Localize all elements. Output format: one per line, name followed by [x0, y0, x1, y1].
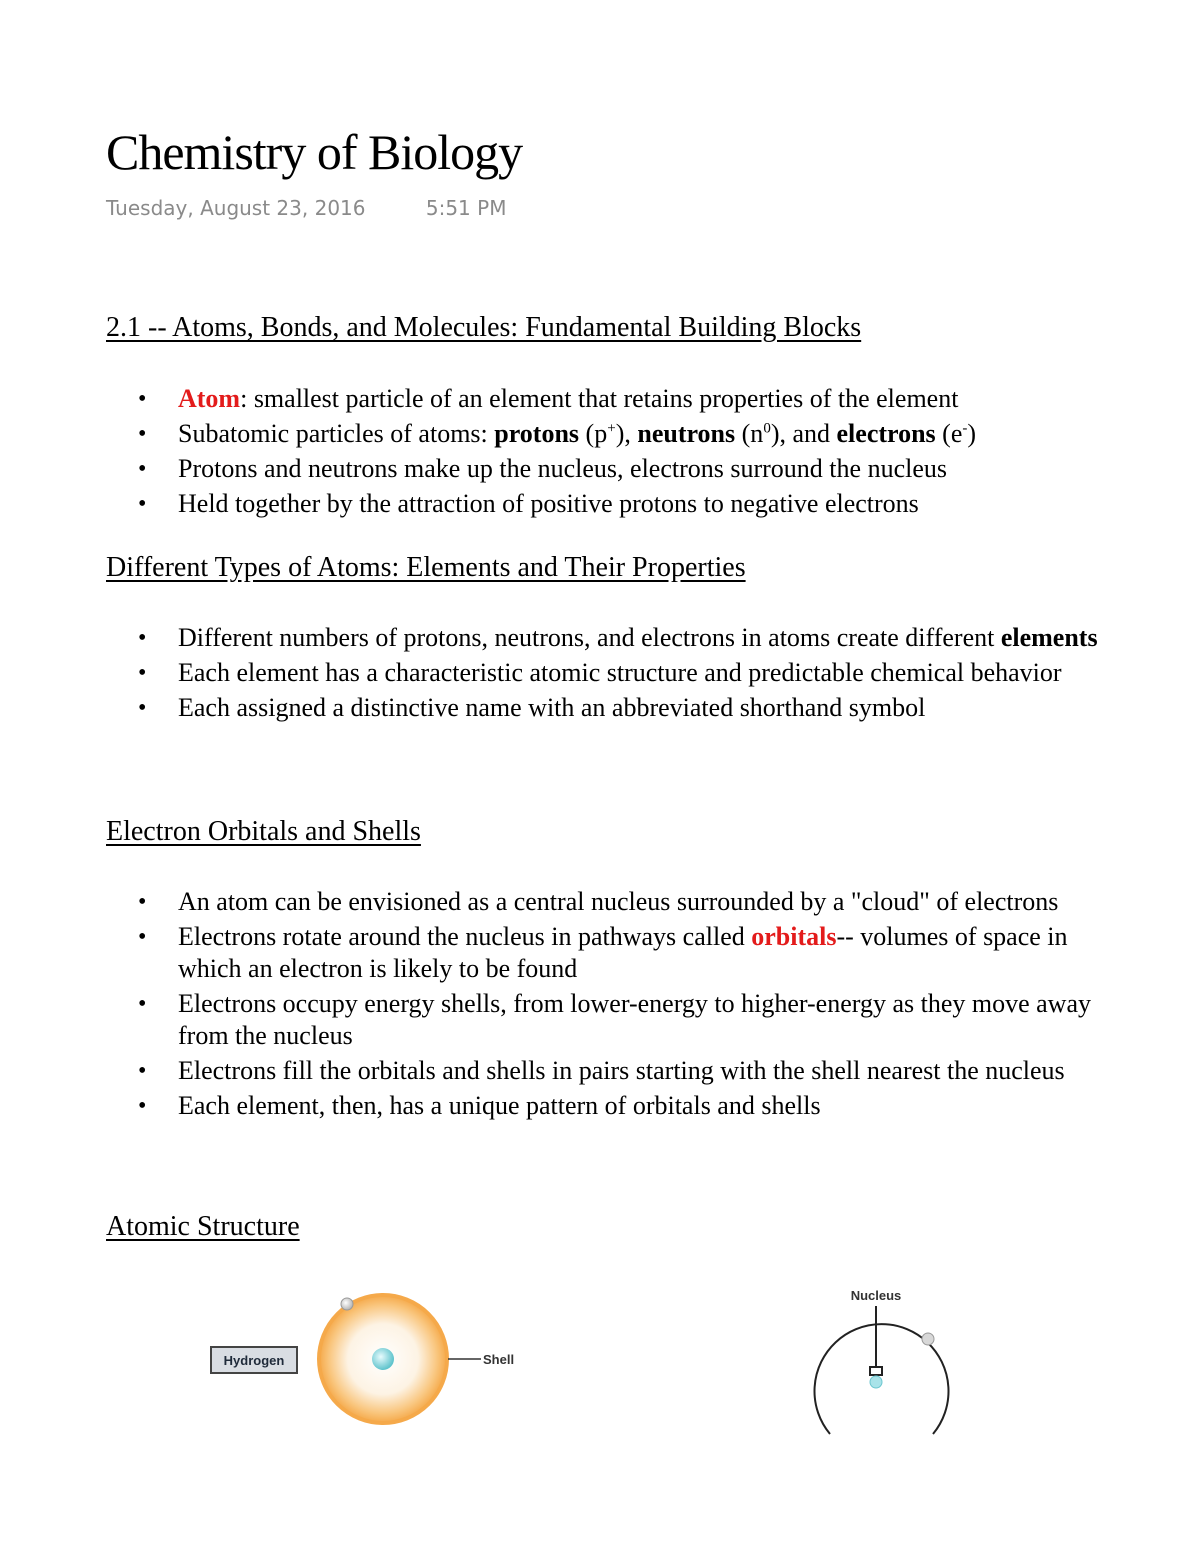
nucleus-dot: [870, 1376, 882, 1388]
list-item: • Protons and neutrons make up the nucleus, electrons surround the nucleus: [106, 453, 1106, 485]
list-item: • Electrons occupy energy shells, from lower-energy to higher-energy as they move away from the nucleus: [106, 988, 1106, 1052]
list-item: [106, 622, 1106, 654]
page-time: 5:51 PM: [425, 196, 507, 220]
list-item: [106, 921, 1106, 985]
list-item: • Each assigned a distinctive name with an abbreviated shorthand symbol: [106, 692, 1106, 724]
section-heading-atomic-structure: Atomic Structure: [106, 1211, 300, 1242]
hydrogen-nucleus: [372, 1348, 394, 1370]
list-item-text: Electrons rotate around the nucleus in pathways called: [178, 922, 752, 951]
term-atom: Atom: [178, 384, 241, 413]
list-item-text: ): [967, 419, 977, 448]
orbit-electron: [922, 1333, 934, 1345]
nucleus-label: Nucleus: [850, 1288, 902, 1303]
term-protons: protons: [494, 419, 580, 448]
page-date: Tuesday, August 23, 2016: [106, 196, 366, 220]
superscript: -: [962, 420, 968, 437]
page-meta: [106, 196, 506, 220]
bullet-list-atoms: [106, 383, 1106, 523]
list-item-text: Subatomic particles of atoms:: [178, 419, 495, 448]
section-heading-elements: Different Types of Atoms: Elements and Their Properties: [106, 552, 746, 583]
section-heading-orbitals: Electron Orbitals and Shells: [106, 816, 421, 847]
list-item-text: ),: [615, 419, 638, 448]
hydrogen-label: Hydrogen: [223, 1353, 285, 1368]
list-item-text: (e: [935, 419, 963, 448]
superscript: +: [607, 420, 616, 437]
hydrogen-diagram: [205, 1282, 535, 1437]
nucleus-bracket: [870, 1367, 882, 1375]
list-item-text: : smallest particle of an element that retains properties of the element: [240, 384, 959, 413]
list-item-text: Different numbers of protons, neutrons, and electrons in atoms create different: [178, 623, 1001, 652]
list-item: [106, 383, 1106, 415]
list-item-text: -- volumes of space in which an electron is likely to be found: [178, 922, 1068, 983]
term-elements: elements: [1000, 623, 1098, 652]
list-item: • Each element, then, has a unique pattern of orbitals and shells: [106, 1090, 1106, 1122]
bullet-list-elements: [106, 622, 1106, 727]
list-item: • An atom can be envisioned as a central nucleus surrounded by a "cloud" of electrons: [106, 886, 1106, 918]
superscript: 0: [763, 420, 771, 437]
hydrogen-electron: [341, 1298, 353, 1310]
list-item: [106, 418, 1106, 450]
list-item: • Each element has a characteristic atomic structure and predictable chemical behavior: [106, 657, 1106, 689]
bullet-list-orbitals: [106, 886, 1106, 1125]
term-orbitals: orbitals: [751, 922, 837, 951]
shell-label: Shell: [483, 1352, 515, 1367]
nucleus-diagram: [795, 1282, 965, 1442]
term-neutrons: neutrons: [637, 419, 736, 448]
list-item-text: (n: [735, 419, 764, 448]
list-item-text: (p: [579, 419, 608, 448]
section-heading-atoms: 2.1 -- Atoms, Bonds, and Molecules: Fundamental Building Blocks: [106, 312, 862, 343]
term-electrons: electrons: [836, 419, 936, 448]
page-title: Chemistry of Biology: [106, 124, 523, 180]
list-item: • Held together by the attraction of positive protons to negative electrons: [106, 488, 1106, 520]
list-item-text: ), and: [770, 419, 837, 448]
list-item: • Electrons fill the orbitals and shells in pairs starting with the shell nearest the nucleus: [106, 1055, 1106, 1087]
